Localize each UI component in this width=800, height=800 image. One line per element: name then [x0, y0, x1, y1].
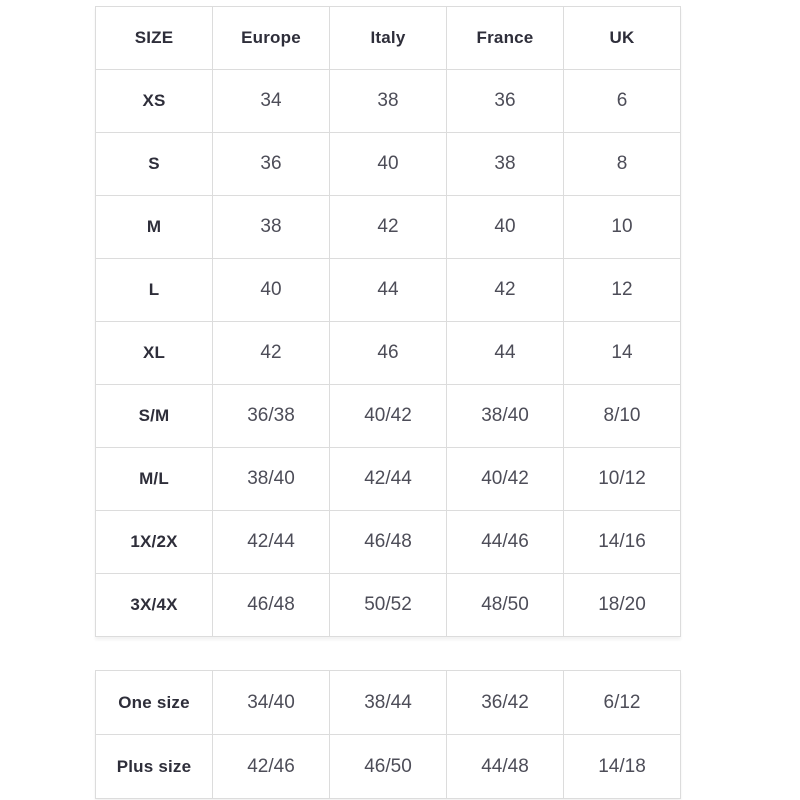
size-cell: 46/50	[330, 735, 447, 799]
size-cell: 42	[213, 322, 330, 385]
size-cell: 38/40	[447, 385, 564, 448]
size-cell: 42/44	[330, 448, 447, 511]
size-cell: 8	[564, 133, 681, 196]
table-row	[96, 196, 681, 259]
row-label: L	[96, 259, 213, 322]
row-label: 1X/2X	[96, 511, 213, 574]
size-cell: 38	[447, 133, 564, 196]
size-cell: 44/48	[447, 735, 564, 799]
size-cell: 42/46	[213, 735, 330, 799]
size-cell: 48/50	[447, 574, 564, 637]
row-label: M/L	[96, 448, 213, 511]
col-header-europe: Europe	[213, 7, 330, 70]
special-sizes-table	[95, 670, 681, 799]
size-cell: 18/20	[564, 574, 681, 637]
row-label: One size	[96, 671, 213, 735]
size-cell: 42/44	[213, 511, 330, 574]
size-cell: 8/10	[564, 385, 681, 448]
size-cell: 14/18	[564, 735, 681, 799]
row-label: S/M	[96, 385, 213, 448]
size-cell: 40/42	[330, 385, 447, 448]
header-row	[96, 7, 681, 70]
table-row	[96, 511, 681, 574]
size-cell: 40	[447, 196, 564, 259]
size-cell: 36/38	[213, 385, 330, 448]
size-cell: 38	[330, 70, 447, 133]
table-row	[96, 259, 681, 322]
size-cell: 40/42	[447, 448, 564, 511]
row-label: S	[96, 133, 213, 196]
size-cell: 12	[564, 259, 681, 322]
size-cell: 46/48	[213, 574, 330, 637]
table-row	[96, 70, 681, 133]
size-cell: 44	[447, 322, 564, 385]
size-cell: 36/42	[447, 671, 564, 735]
row-label: 3X/4X	[96, 574, 213, 637]
size-cell: 36	[447, 70, 564, 133]
size-cell: 40	[330, 133, 447, 196]
size-cell: 50/52	[330, 574, 447, 637]
size-cell: 14/16	[564, 511, 681, 574]
table-row	[96, 574, 681, 637]
size-cell: 10	[564, 196, 681, 259]
size-cell: 38/40	[213, 448, 330, 511]
table-row	[96, 735, 681, 799]
size-table-body	[96, 70, 681, 637]
size-cell: 38/44	[330, 671, 447, 735]
size-cell: 38	[213, 196, 330, 259]
size-cell: 44	[330, 259, 447, 322]
special-sizes-table-body	[96, 671, 681, 799]
size-cell: 40	[213, 259, 330, 322]
col-header-uk: UK	[564, 7, 681, 70]
col-header-size: SIZE	[96, 7, 213, 70]
size-cell: 6	[564, 70, 681, 133]
row-label: XS	[96, 70, 213, 133]
row-label: XL	[96, 322, 213, 385]
size-cell: 34	[213, 70, 330, 133]
col-header-france: France	[447, 7, 564, 70]
row-label: M	[96, 196, 213, 259]
size-cell: 46/48	[330, 511, 447, 574]
table-row	[96, 448, 681, 511]
size-cell: 34/40	[213, 671, 330, 735]
table-row	[96, 133, 681, 196]
size-cell: 10/12	[564, 448, 681, 511]
size-cell: 36	[213, 133, 330, 196]
table-row	[96, 385, 681, 448]
row-label: Plus size	[96, 735, 213, 799]
table-row	[96, 671, 681, 735]
size-cell: 6/12	[564, 671, 681, 735]
col-header-italy: Italy	[330, 7, 447, 70]
table-row	[96, 322, 681, 385]
size-cell: 46	[330, 322, 447, 385]
size-cell: 44/46	[447, 511, 564, 574]
size-conversion-table	[95, 6, 681, 637]
size-cell: 14	[564, 322, 681, 385]
size-cell: 42	[330, 196, 447, 259]
size-cell: 42	[447, 259, 564, 322]
